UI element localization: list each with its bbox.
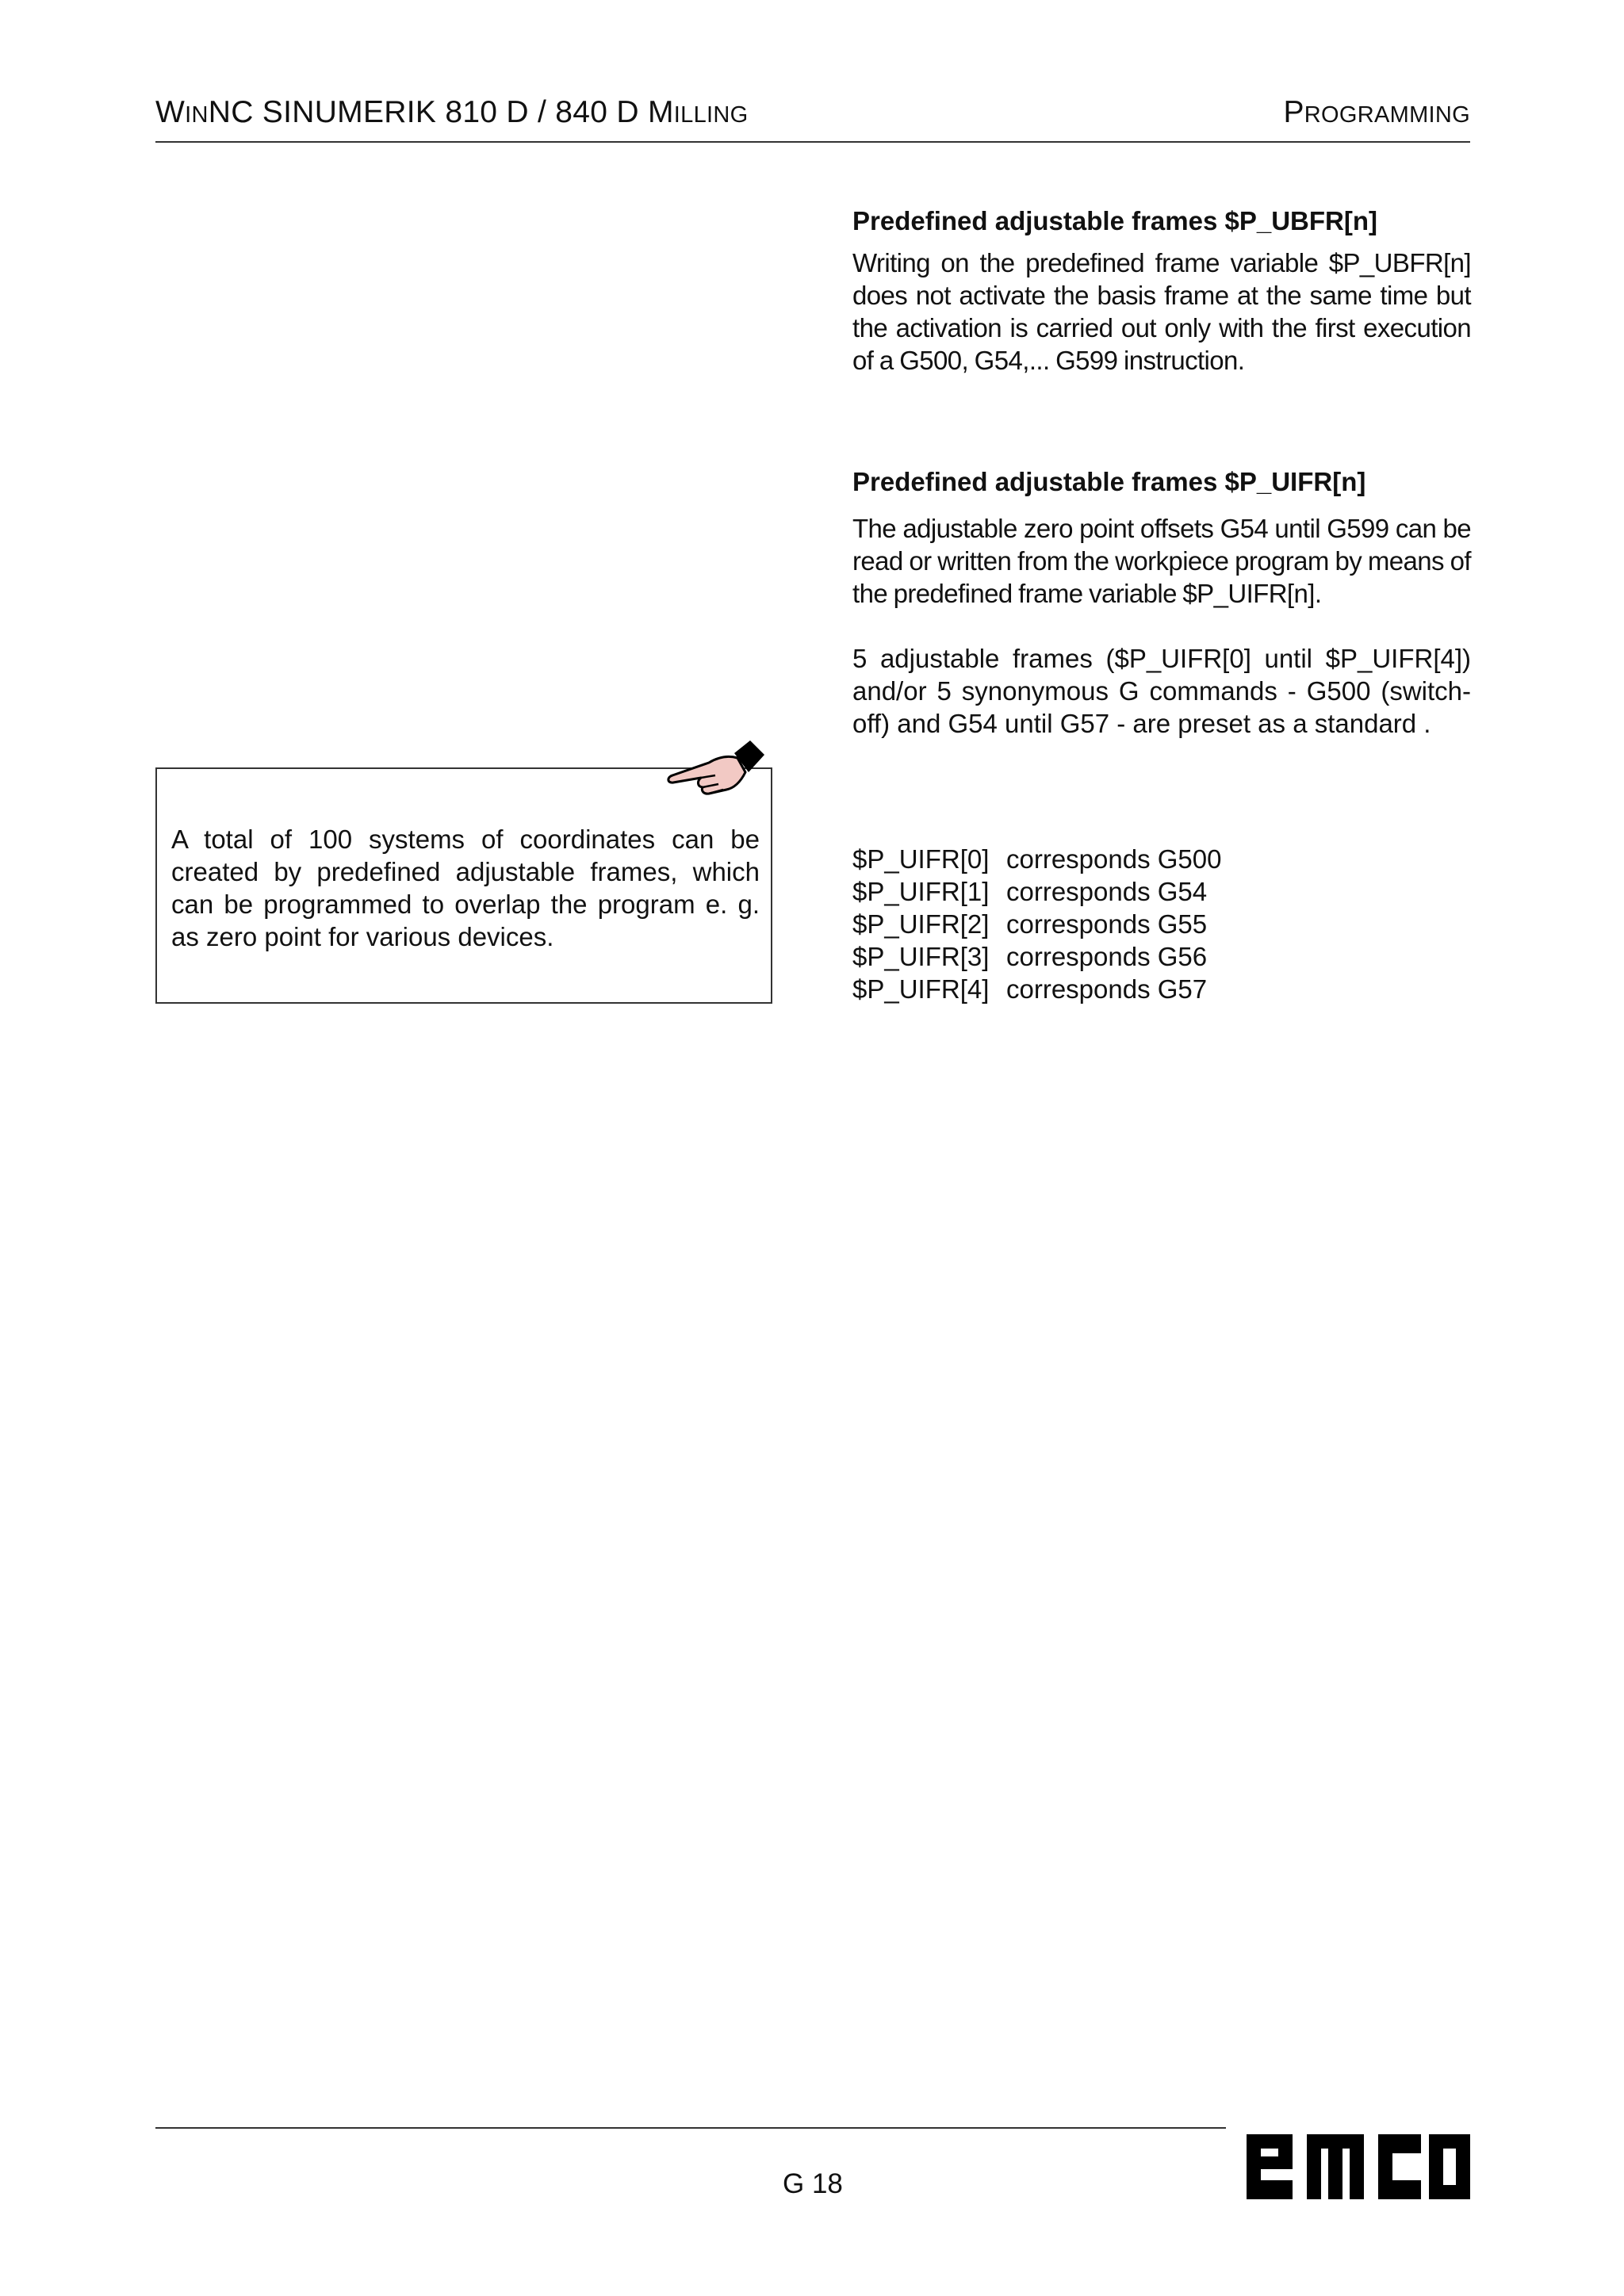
section-uifr-body: The adjustable zero point offsets G54 until G599 can be read or written from the workpiece program by means of the predefined frame variable $P_UIFR[n]. [852,514,1471,608]
mapping-row: $P_UIFR[4] corresponds G57 [852,974,1208,1004]
emco-logo [1245,2125,1472,2204]
section-uifr-body-2: 5 adjustable frames ($P_UIFR[0] until $P_UIFR[4]) and/or 5 synonymous G commands - G500 (switch-off) and G54 until G57 - are preset as a standard . [852,644,1471,738]
section-ubfr-heading: Predefined adjustable frames $P_UBFR[n] [852,206,1377,235]
header-section: PROGRAMMING [1283,95,1470,129]
mapping-row: $P_UIFR[2] corresponds G55 [852,909,1208,939]
section-ubfr [852,205,1471,377]
section-ubfr-body: Writing on the predefined frame variable $P_UBFR[n] does not activate the basis frame at the same time but the activation is carried out only with the first execution of a G500, G54,... G599 instruction. [852,248,1471,375]
header-rule [155,141,1470,143]
footer-rule [155,2127,1226,2129]
page-number: G 18 [783,2168,843,2199]
header-title: WINNC SINUMERIK 810 D / 840 D MILLING [155,95,749,129]
note-box [155,767,772,1004]
pointing-hand-icon [657,734,768,798]
section-uifr-heading: Predefined adjustable frames $P_UIFR[n] [852,467,1366,496]
note-text: A total of 100 systems of coordinates can be created by predefined adjustable frames, which can be programmed to overlap the program e. g. as zero point for various devices. [171,825,760,951]
mapping-row: $P_UIFR[3] corresponds G56 [852,942,1208,971]
mapping-row: $P_UIFR[0] corresponds G500 [852,844,1222,874]
mapping-row: $P_UIFR[1] corresponds G54 [852,877,1208,906]
section-uifr [852,465,1471,740]
